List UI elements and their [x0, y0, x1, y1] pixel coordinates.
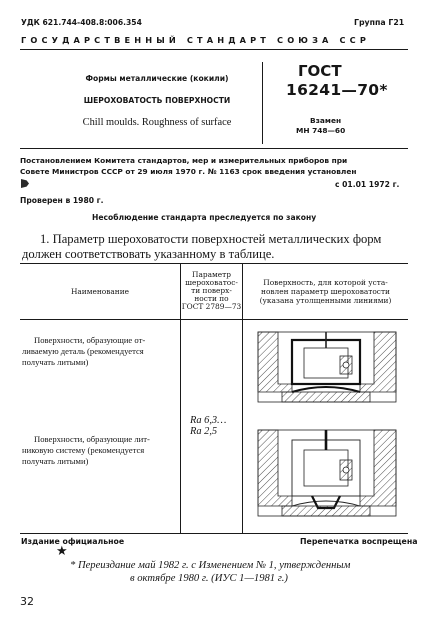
group-code: Группа Г21 — [354, 18, 405, 27]
resolution-line-3: с 01.01 1972 г. — [335, 180, 400, 189]
udk-code: УДК 621.744-408.8:006.354 — [21, 18, 142, 27]
header-surface-2: новлен параметр шероховатости — [261, 287, 390, 296]
header-surface-3: (указана утолщенными линиями) — [259, 296, 392, 305]
header-name: Наименование — [70, 287, 130, 296]
checked-year: Проверен в 1980 г. — [20, 196, 104, 205]
official-edition: Издание официальное — [21, 537, 125, 546]
header-surface-1: Поверхность, для которой уста- — [263, 278, 388, 287]
header-rule — [20, 49, 408, 50]
para-1-line-1: 1. Параметр шероховатости поверхностей металлических форм — [40, 232, 382, 246]
row-2-line-2: никовую систему (рекомендуется — [22, 445, 145, 455]
replaces-label: Взамен — [310, 116, 342, 125]
header-param-4: ности по — [194, 294, 229, 303]
header-param-2: шероховатос- — [185, 278, 238, 287]
mould-section-figure-1 — [252, 328, 402, 408]
title-en: Chill moulds. Roughness of surface — [82, 117, 232, 128]
title-ru: ШЕРОХОВАТОСТЬ ПОВЕРХНОСТИ — [83, 96, 231, 105]
table-col-divider-2 — [242, 263, 243, 533]
ink-mark — [21, 179, 29, 188]
header-param-5: ГОСТ 2789—73 — [181, 302, 242, 311]
row-1-line-3: получать литыми) — [22, 357, 89, 367]
subject-ru: Формы металлические (кокили) — [85, 74, 229, 83]
title-divider — [262, 62, 263, 144]
table-bottom-rule — [20, 533, 408, 534]
row-2-line-1: Поверхности, образующие лит- — [34, 434, 150, 444]
resolution-line-1: Постановлением Комитета стандартов, мер и измерительных приборов при — [20, 156, 348, 165]
row-2-line-3: получать литыми) — [22, 456, 89, 466]
mould-section-figure-2 — [252, 426, 402, 526]
state-standard-heading: ГОСУДАРСТВЕННЫЙ СТАНДАРТ СОЮЗА ССР — [21, 35, 370, 45]
header-param-3: ти поверх- — [191, 286, 232, 295]
gost-number: 16241—70* — [286, 81, 388, 99]
reprint-prohibited: Перепечатка воспрещена — [300, 537, 418, 546]
param-ra-6-3: Ra 6,3… — [190, 415, 227, 426]
title-rule — [20, 148, 408, 149]
header-param-1: Параметр — [192, 270, 231, 279]
row-1-line-2: ливаемую деталь (рекомендуется — [22, 346, 144, 356]
table-header-rule — [20, 319, 408, 320]
footnote-line-1: * Переиздание май 1982 г. с Изменением № 1, утвержденным — [70, 560, 351, 571]
para-1-line-2: должен соответствовать указанному в таблице. — [22, 247, 275, 261]
star-mark: ★ — [56, 544, 68, 559]
penalty-notice: Несоблюдение стандарта преследуется по закону — [92, 213, 317, 222]
footnote-line-2: в октябре 1980 г. (ИУС 1—1981 г.) — [130, 573, 288, 584]
row-1-line-1: Поверхности, образующие от- — [34, 335, 146, 345]
gost-label: ГОСТ — [298, 62, 342, 80]
resolution-line-2: Совете Министров СССР от 29 июля 1970 г. № 1163 срок введения установлен — [20, 167, 357, 176]
replaces-value: МН 748—60 — [296, 126, 346, 135]
page-number: 32 — [20, 595, 34, 608]
param-ra-2-5: Ra 2,5 — [190, 426, 218, 437]
table-top-rule — [20, 263, 408, 264]
